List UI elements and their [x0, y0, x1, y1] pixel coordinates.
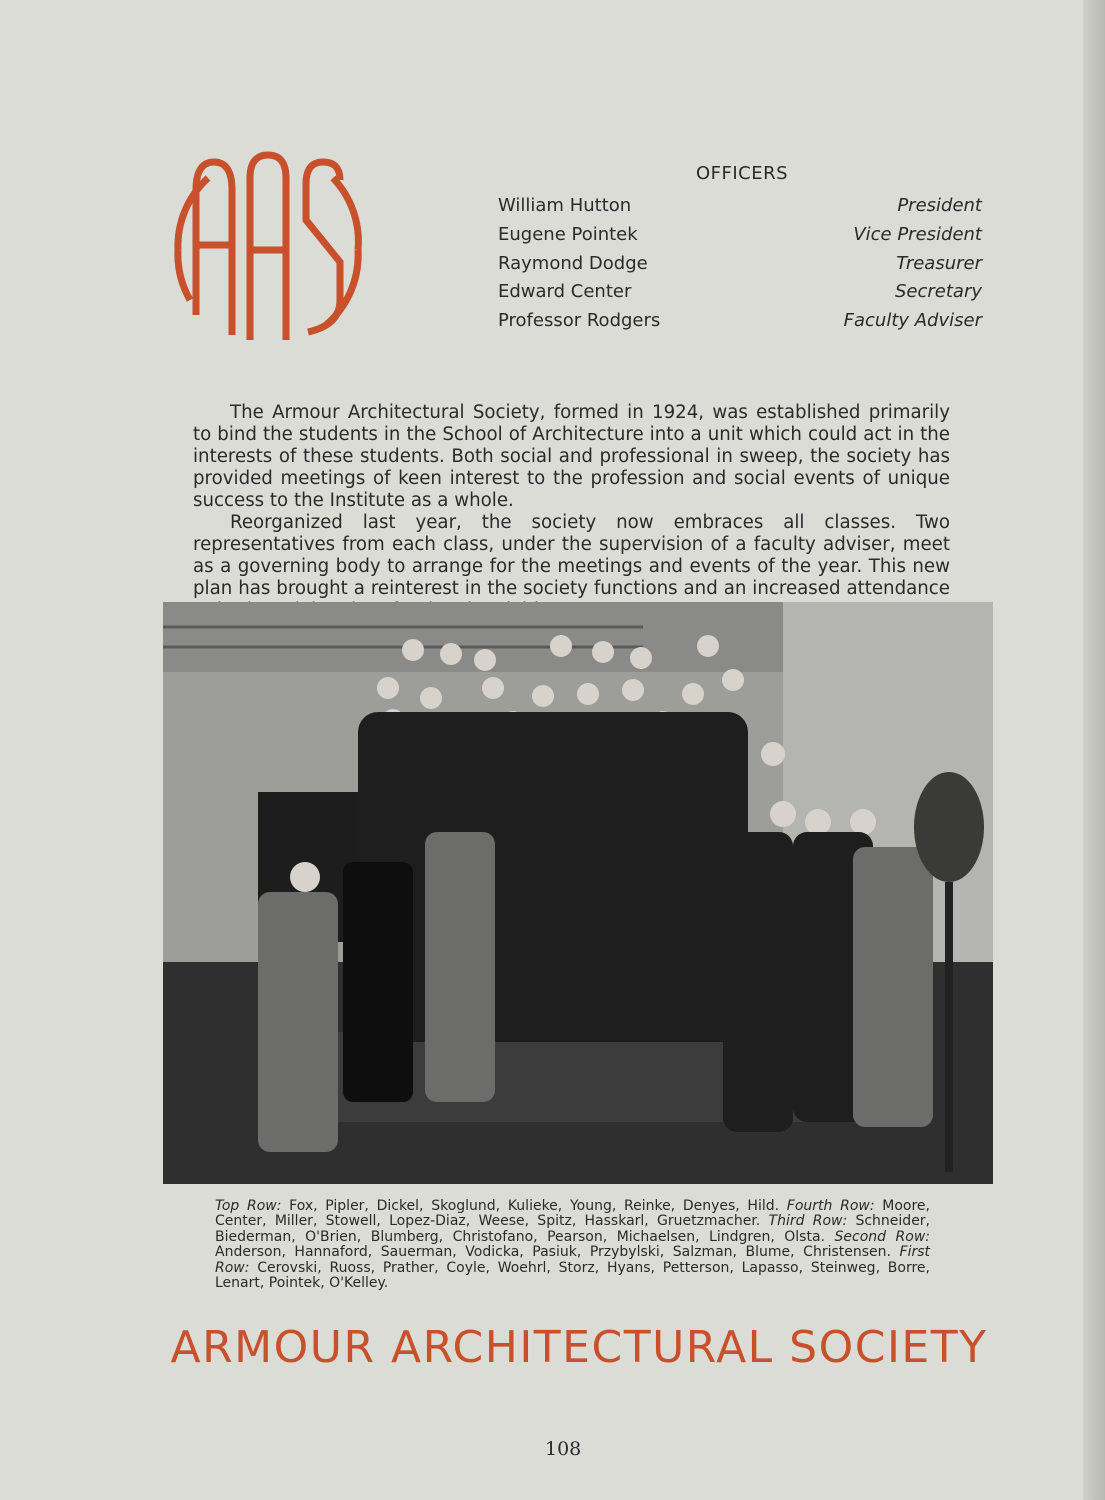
officer-row	[498, 281, 982, 307]
officer-name: Edward Center	[498, 281, 632, 302]
caption-row-names: Cerovski, Ruoss, Prather, Coyle, Woehrl, Storz, Hyans, Petterson, Lapasso, Steinweg, Borre, Lenart, Pointek, O'Kelley.	[215, 1259, 930, 1292]
caption-row-label: Top Row:	[215, 1198, 282, 1214]
officer-title: Secretary	[894, 281, 982, 302]
caption-row-names: Fox, Pipler, Dickel, Skoglund, Kulieke, Young, Reinke, Denyes, Hild.	[289, 1198, 780, 1214]
page-number: 108	[545, 1438, 582, 1460]
aas-monogram-logo	[168, 150, 368, 345]
caption-row-label: First Row:	[215, 1244, 931, 1276]
intro-paragraph: The Armour Architectural Society, formed in 1924, was established primarily to bind the students in the School of Architecture into a unit which could act in the interests of these students. Both social and professional in sweep, the society has provided meetings of keen interest to the profession and social events of unique success to the Institute as a whole.	[193, 402, 950, 511]
officer-title: Treasurer	[896, 253, 982, 274]
caption-row-label: Third Row:	[768, 1213, 848, 1230]
photo-caption	[215, 1199, 930, 1291]
officer-title: Vice President	[853, 224, 982, 245]
officer-name: Professor Rodgers	[498, 310, 661, 331]
society-title: ARMOUR ARCHITECTURAL SOCIETY	[170, 1322, 988, 1373]
caption-row-label: Second Row:	[834, 1228, 931, 1245]
officer-title: Faculty Adviser	[843, 310, 982, 331]
intro-paragraph: Reorganized last year, the society now embraces all classes. Two representatives from each class, under the supervision of a faculty adviser, meet as a governing body to arrange for the meetings and events of the year. This new plan has brought a reinterest in the society functions and an increased attendance	[193, 512, 950, 599]
officer-title: President	[897, 195, 982, 216]
officer-name: William Hutton	[498, 195, 632, 216]
officer-row	[498, 253, 982, 279]
officer-row	[498, 195, 982, 221]
group-photo	[163, 602, 993, 1184]
officer-row	[498, 310, 982, 336]
officer-row	[498, 224, 982, 250]
caption-row-names: Schneider, Biederman, O'Brien, Blumberg, Christofano, Pearson, Michaelsen, Lindgren, Olsta.	[215, 1213, 931, 1245]
intro-text	[193, 402, 950, 622]
page-edge-shadow	[1083, 0, 1105, 1500]
officers-heading: OFFICERS	[696, 163, 789, 184]
officer-name: Raymond Dodge	[498, 253, 648, 274]
caption-row-names: Moore, Center, Miller, Stowell, Lopez-Diaz, Weese, Spitz, Hasskarl, Gruetzmacher.	[215, 1198, 930, 1230]
caption-row-label: Fourth Row:	[786, 1198, 875, 1214]
caption-row-names: Anderson, Hannaford, Sauerman, Vodicka, Pasiuk, Przybylski, Salzman, Blume, Christensen.	[215, 1244, 891, 1261]
group-photo-illustration	[163, 602, 993, 1184]
officer-name: Eugene Pointek	[498, 224, 638, 245]
